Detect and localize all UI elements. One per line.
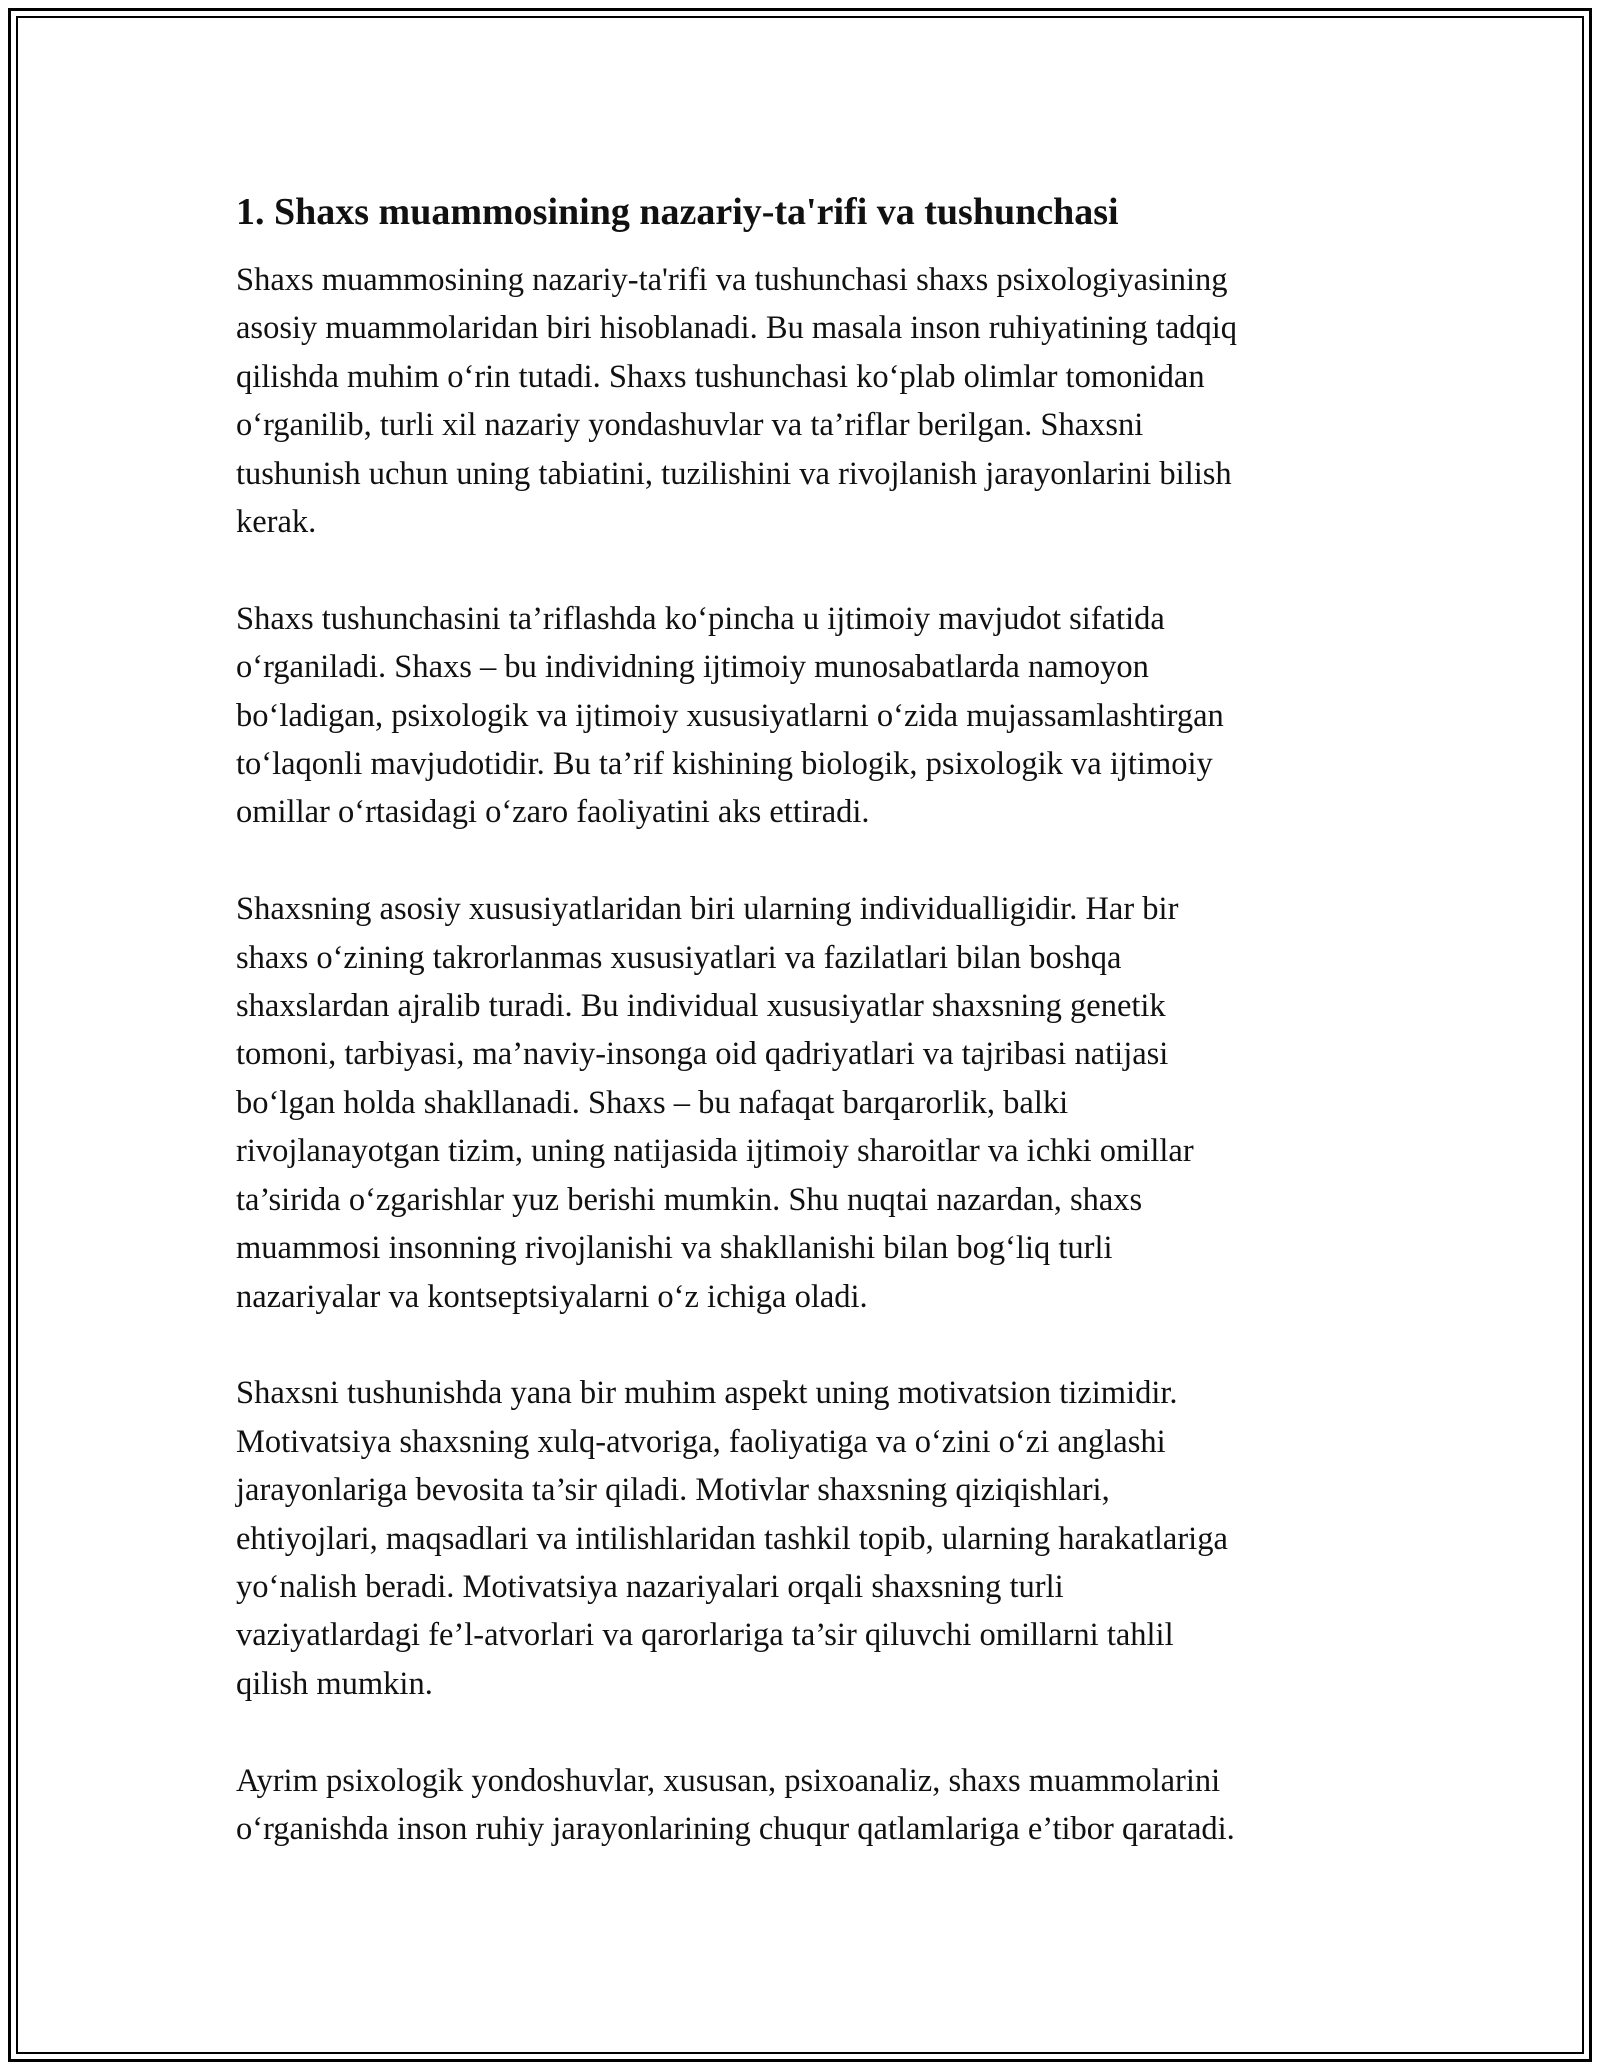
paragraph-4 (236, 1369, 1386, 1708)
text-line: ta’sirida o‘zgarishlar yuz berishi mumkin. Shu nuqtai nazardan, shaxs (236, 1181, 1143, 1218)
text-line: nazariyalar va kontseptsiyalarni o‘z ichiga oladi. (236, 1278, 868, 1315)
paragraph-list (236, 256, 1386, 1853)
text-line: bo‘lgan holda shakllanadi. Shaxs – bu nafaqat barqarorlik, balki (236, 1084, 1069, 1121)
text-line: rivojlanayotgan tizim, uning natijasida ijtimoiy sharoitlar va ichki omillar (236, 1133, 1194, 1170)
text-line: omillar o‘rtasidagi o‘zaro faoliyatini aks ettiradi. (236, 794, 870, 831)
text-line: qilish mumkin. (236, 1665, 433, 1702)
text-line: o‘rganiladi. Shaxs – bu individning ijtimoiy munosabatlarda namoyon (236, 649, 1149, 686)
text-line: bo‘ladigan, psixologik va ijtimoiy xususiyatlarni o‘zida mujassamlashtirgan (236, 697, 1224, 734)
paragraph-5 (236, 1757, 1386, 1854)
text-line: vaziyatlardagi fe’l-atvorlari va qarorlariga ta’sir qiluvchi omillarni tahlil (236, 1617, 1174, 1654)
paragraph-1 (236, 256, 1386, 546)
text-line: kerak. (236, 504, 317, 541)
text-line: qilishda muhim o‘rin tutadi. Shaxs tushunchasi ko‘plab olimlar tomonidan (236, 358, 1205, 395)
text-line: tushunish uchun uning tabiatini, tuzilishini va rivojlanish jarayonlarini bilish (236, 455, 1232, 492)
text-line: Ayrim psixologik yondoshuvlar, xususan, psixoanaliz, shaxs muammolarini (236, 1762, 1221, 1799)
text-line: tomoni, tarbiyasi, ma’naviy-insonga oid qadriyatlari va tajribasi natijasi (236, 1036, 1169, 1073)
text-line: o‘rganishda inson ruhiy jarayonlarining chuqur qatlamlariga e’tibor qaratadi. (236, 1810, 1235, 1847)
document-body (236, 188, 1386, 1902)
text-line: Motivatsiya shaxsning xulq-atvoriga, faoliyatiga va o‘zini o‘zi anglashi (236, 1423, 1166, 1460)
text-line: Shaxs tushunchasini ta’riflashda ko‘pincha u ijtimoiy mavjudot sifatida (236, 600, 1165, 637)
text-line: Shaxsni tushunishda yana bir muhim aspekt uning motivatsion tizimidir. (236, 1375, 1178, 1412)
text-line: asosiy muammolaridan biri hisoblanadi. Bu masala inson ruhiyatining tadqiq (236, 310, 1238, 347)
text-line: Shaxsning asosiy xususiyatlaridan biri ularning individualligidir. Har bir (236, 891, 1179, 928)
text-line: yo‘nalish beradi. Motivatsiya nazariyalari orqali shaxsning turli (236, 1568, 1064, 1605)
text-line: o‘rganilib, turli xil nazariy yondashuvlar va ta’riflar berilgan. Shaxsni (236, 407, 1144, 444)
paragraph-3 (236, 885, 1386, 1321)
text-line: ehtiyojlari, maqsadlari va intilishlaridan tashkil topib, ularning harakatlariga (236, 1520, 1228, 1557)
text-line: shaxslardan ajralib turadi. Bu individual xususiyatlar shaxsning genetik (236, 988, 1166, 1025)
text-line: shaxs o‘zining takrorlanmas xususiyatlari va fazilatlari bilan boshqa (236, 939, 1122, 976)
paragraph-2 (236, 595, 1386, 837)
text-line: Shaxs muammosining nazariy-ta'rifi va tushunchasi shaxs psixologiyasining (236, 262, 1228, 298)
document-title: 1. Shaxs muammosining nazariy-ta'rifi va tushunchasi (236, 191, 1119, 233)
text-line: to‘laqonli mavjudotidir. Bu ta’rif kishining biologik, psixologik va ijtimoiy (236, 746, 1213, 783)
text-line: muammosi insonning rivojlanishi va shakllanishi bilan bog‘liq turli (236, 1230, 1113, 1267)
text-line: jarayonlariga bevosita ta’sir qiladi. Motivlar shaxsning qiziqishlari, (236, 1472, 1110, 1509)
